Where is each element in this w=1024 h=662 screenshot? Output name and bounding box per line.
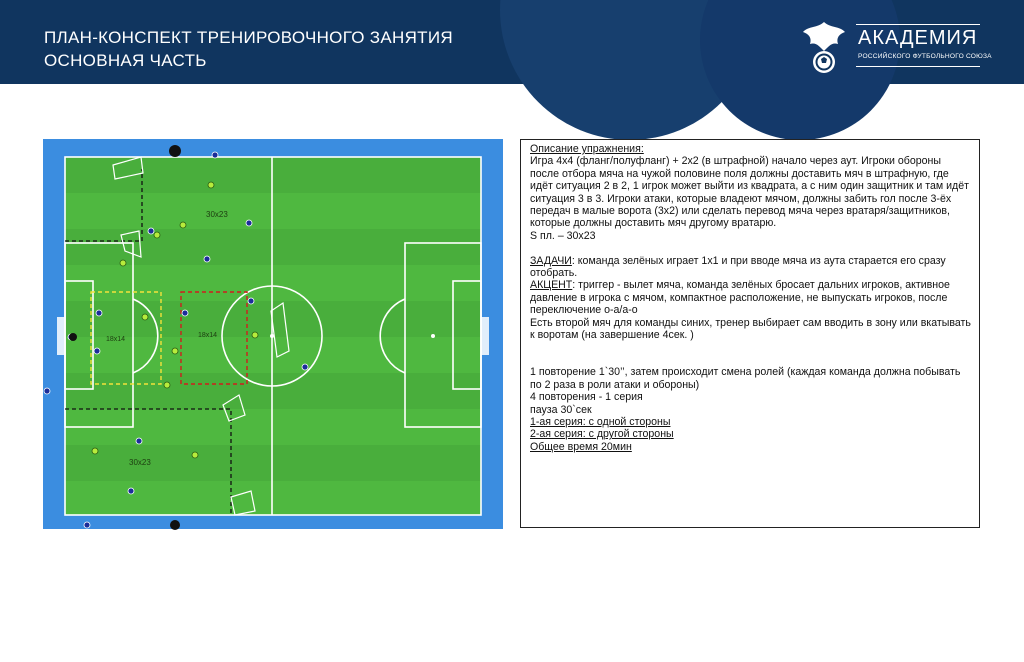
green-player: [172, 348, 178, 354]
brand-subtitle: РОССИЙСКОГО ФУТБОЛЬНОГО СОЮЗА: [858, 53, 992, 60]
blue-player: [246, 220, 252, 226]
accent-paragraph: [530, 279, 971, 316]
blue-player: [128, 488, 134, 494]
green-player: [120, 260, 126, 266]
blue-player: [212, 152, 218, 158]
total-time-text: Общее время 20мин: [530, 440, 632, 453]
tasks-paragraph: [530, 255, 971, 280]
brand-block: [858, 27, 992, 60]
green-player: [208, 182, 214, 188]
coach-marker: [170, 520, 180, 530]
green-player: [252, 332, 258, 338]
green-player: [154, 232, 160, 238]
penalty-left-label: 18x14: [106, 336, 126, 343]
accent-text: : триггер - вылет мяча, команда зелёных бросает дальних игроков, активное давление в игрока с мячом, компактное расположение, не выпускать игроков, после переключение о-а/а-о: [530, 279, 950, 317]
blue-player: [94, 348, 100, 354]
page-title: [44, 26, 453, 72]
exercise-description: [520, 139, 980, 528]
series-2-text: 2-ая серия: с другой стороны: [530, 428, 674, 441]
blue-player: [204, 256, 210, 262]
green-player: [142, 314, 148, 320]
blue-player: [44, 388, 50, 394]
title-line-2: ОСНОВНАЯ ЧАСТЬ: [44, 51, 207, 70]
accent-label: АКЦЕНТ: [530, 279, 573, 292]
coach-marker: [169, 145, 181, 157]
repetition-text: 1 повторение 1`30’’, затем происходит смена ролей (каждая команда должна побывать по 2 раза в роли атаки и обороны): [530, 366, 961, 391]
header-banner: [0, 0, 1024, 84]
blue-player: [248, 298, 254, 304]
green-player: [180, 222, 186, 228]
pause-text: пауза 30`сек: [530, 403, 592, 416]
zone-bottom-label: 30x23: [129, 458, 151, 467]
tasks-text: : команда зелёных играет 1х1 и при вводе мяча из аута старается его сразу отобрать.: [530, 254, 946, 280]
green-player: [192, 452, 198, 458]
title-line-1: ПЛАН-КОНСПЕКТ ТРЕНИРОВОЧНОГО ЗАНЯТИЯ: [44, 28, 453, 47]
green-player: [92, 448, 98, 454]
academy-emblem-icon: [800, 18, 848, 76]
penalty-mid-label: 18x14: [198, 332, 218, 339]
brand-divider-bottom: [856, 66, 980, 67]
blue-player: [182, 310, 188, 316]
pitch-svg: [43, 139, 503, 529]
diagram-caption: Создать пользователя SoccerTutor.com Tactics Manager: [181, 652, 431, 662]
blue-player: [84, 522, 90, 528]
description-heading: Описание упражнения:: [530, 143, 644, 155]
blue-player: [148, 228, 154, 234]
blue-player: [136, 438, 142, 444]
brand-divider-top: [856, 24, 980, 25]
reps-series-text: 4 повторения - 1 серия: [530, 391, 643, 404]
brand-name: АКАДЕМИЯ: [858, 27, 978, 49]
blue-player: [96, 310, 102, 316]
tasks-label: ЗАДАЧИ: [530, 254, 572, 267]
ball-marker: [69, 333, 77, 341]
second-ball-text: Есть второй мяч для команды синих, тренер выбирает сам вводить в зону или вкатывать к воротам (на завершение 4сек. ): [530, 316, 971, 342]
area-text: S пл. – 30х23: [530, 229, 596, 242]
blue-player: [302, 364, 308, 370]
zone-top-label: 30x23: [206, 210, 228, 219]
green-player: [164, 382, 170, 388]
description-text: Игра 4х4 (фланг/полуфланг) + 2х2 (в штрафной) начало через аут. Игроки обороны после отбора мяча на чужой половине поля должны доставить мяч в штрафную, где идёт ситуация 2 в 2, 1 игрок может выйти из квадрата, а с ним один защитник и там идёт ситуация 3 в 3. Игроки атаки, которые владеют мячом, должны забить гол после 3-ёх передач в малые ворота (3х2) или сделать перевод мяча через вратаря/защитников, которые должны доставить мяч другому вратарю.: [530, 155, 969, 230]
drill-diagram: [43, 139, 503, 662]
series-1-text: 1-ая серия: с одной стороны: [530, 415, 671, 428]
